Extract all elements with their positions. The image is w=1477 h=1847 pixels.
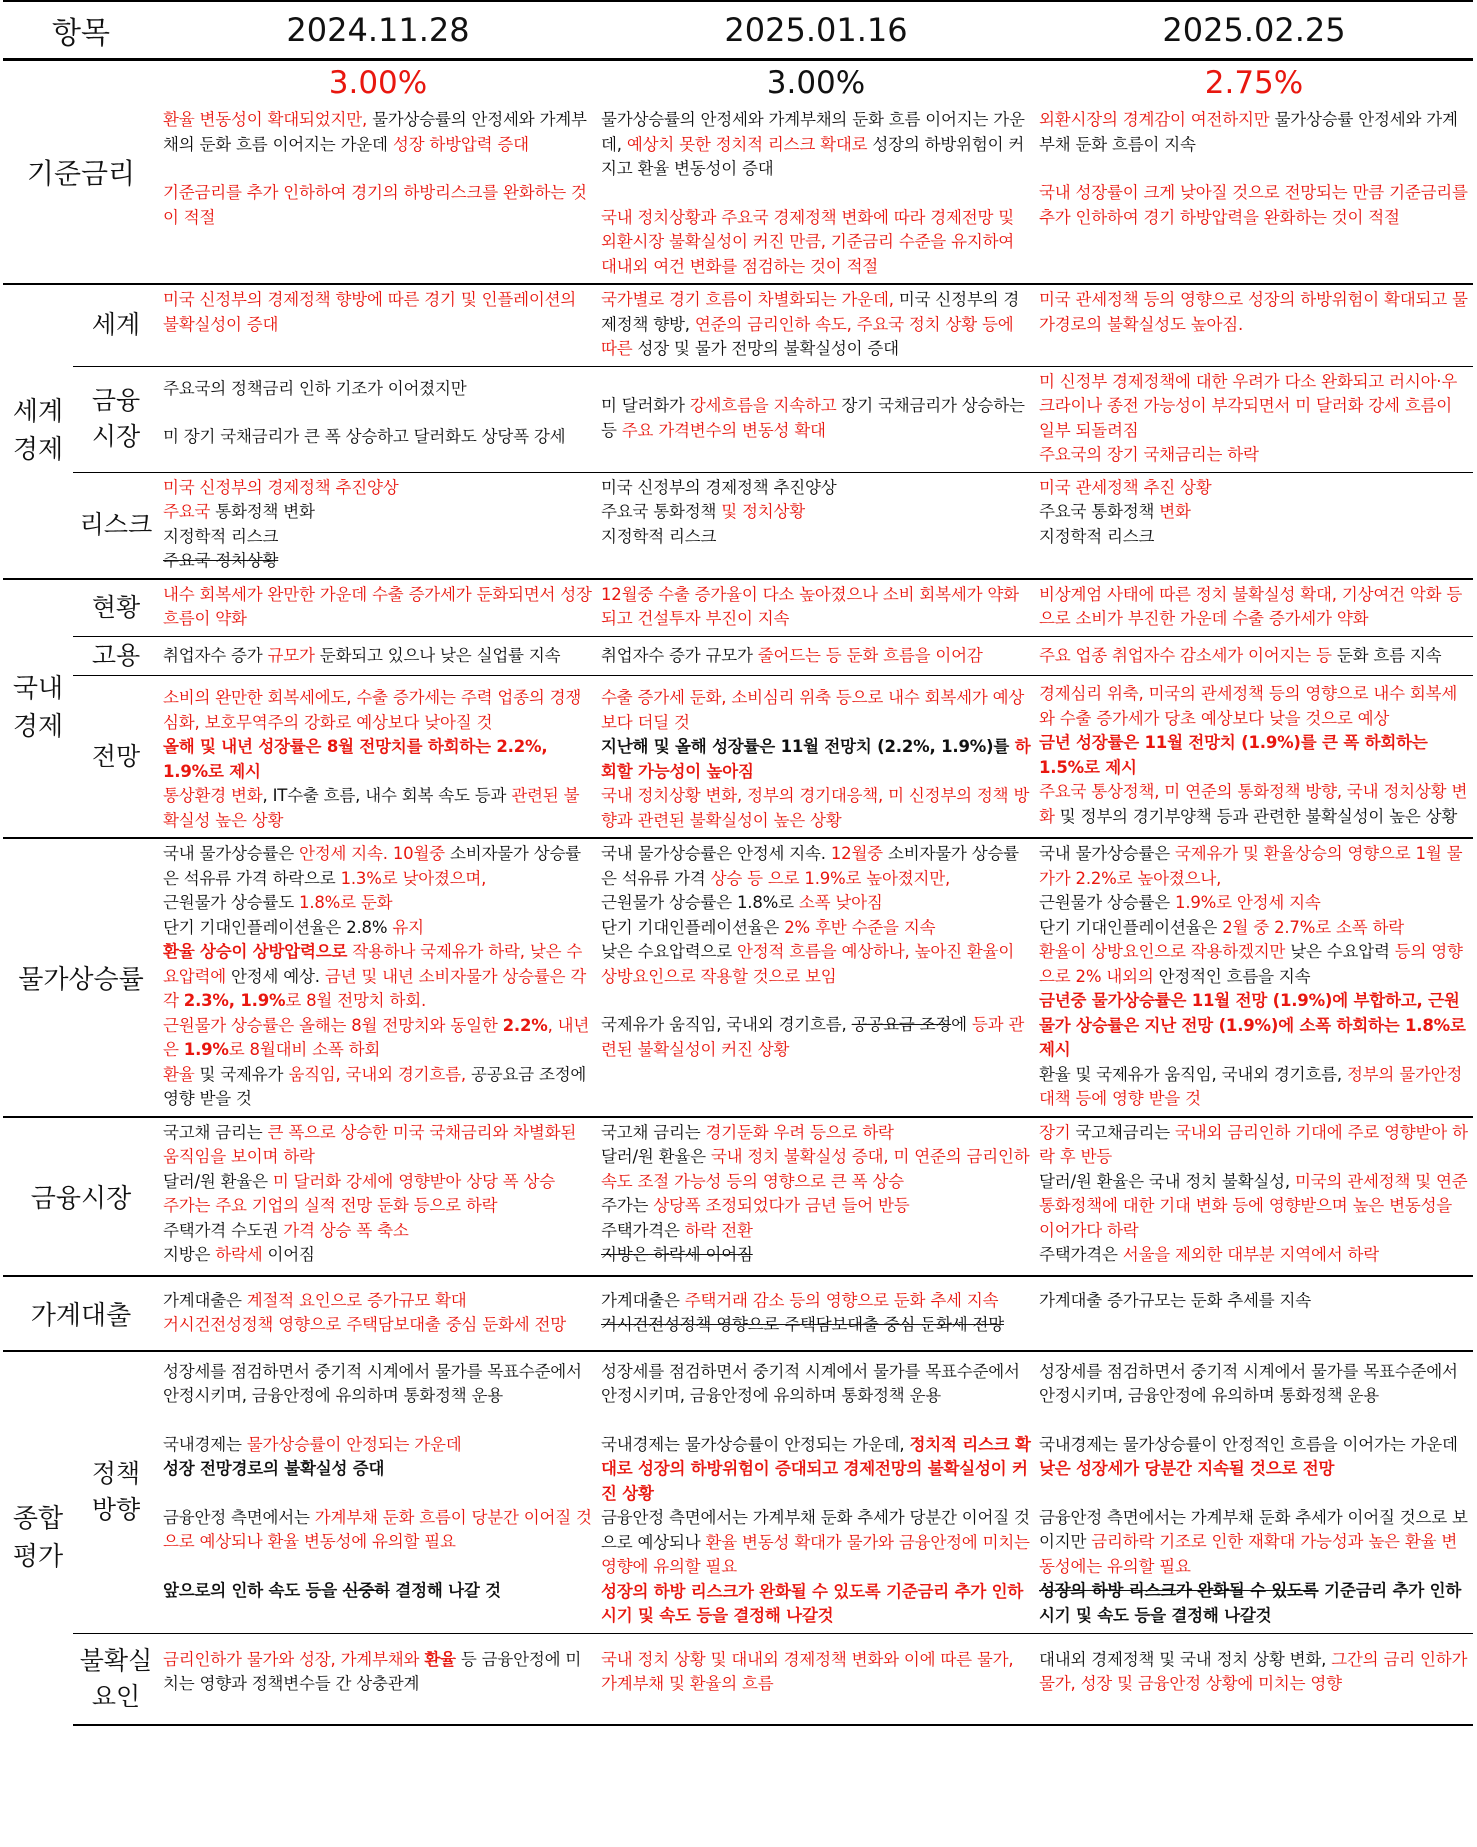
cell-paragraph: 지방은 하락세 이어짐 [163, 1245, 315, 1264]
overall-row-uncertainty [3, 1633, 1473, 1725]
cell-paragraph: 올해 및 내년 성장률은 8월 전망치를 하회하는 2.2%, 1.9%로 제시 [163, 737, 548, 781]
cell-paragraph: 주요국 통화정책 및 정치상황 [601, 502, 806, 521]
cell-paragraph: 금년중 물가상승률은 11월 전망 (1.9%)에 부합하고, 근원물가 상승률은 지난 전망 (1.9%)에 소폭 하회하는 1.8%로 제시 [1039, 991, 1466, 1059]
cell-paragraph: 물가상승률의 안정세와 가계부채의 둔화 흐름 이어지는 가운데, 예상치 못한 정치적 리스크 확대로 성장의 하방위험이 커지고 환율 변동성이 증대 [601, 110, 1025, 178]
cell-paragraph: 환율 및 국제유가 움직임, 국내외 경기흐름, 정부의 물가안정 대책 등에 영향 받을 것 [1039, 1064, 1463, 1108]
cell-paragraph: 성장의 하방 리스크가 완화될 수 있도록 기준금리 추가 인하시기 및 속도 등을 결정해 나갈것 [601, 1581, 1024, 1625]
cell-paragraph: 12월중 수출 증가율이 다소 높아졌으나 소비 회복세가 약화되고 건설투자 부진이 지속 [601, 584, 1019, 628]
household-cell-2 [597, 1276, 1035, 1351]
domestic-row-outlook [3, 676, 1473, 839]
world-row-global [3, 284, 1473, 366]
cell-paragraph: 가계대출 증가규모는 둔화 추세를 지속 [1039, 1290, 1312, 1310]
domestic-outlook-cell-1 [159, 676, 597, 839]
header-date-3: 2025.02.25 [1035, 1, 1473, 60]
cell-paragraph: 근원물가 상승률은 1.9%로 안정세 지속 [1039, 893, 1321, 912]
inflation-row [3, 838, 1473, 1117]
inflation-label: 물가상승률 [3, 838, 159, 1117]
policy-comparison-table [3, 0, 1473, 1726]
cell-paragraph: 국제유가 움직임, 국내외 경기흐름, 공공요금 조정에 등과 관련된 불확실성이 커진 상황 [601, 1015, 1025, 1059]
base-rate-text-row [3, 105, 1473, 284]
cell-paragraph: 환율 변동성이 확대되었지만, 물가상승률의 안정세와 가계부채의 둔화 흐름 이어지는 가운데 성장 하방압력 증대 [163, 110, 587, 154]
cell-paragraph: 주가는 주요 기업의 실적 전망 둔화 등으로 하락 [163, 1196, 498, 1215]
cell-paragraph: 국내 물가상승률은 안정세 지속. 10월중 소비자물가 상승률은 석유류 가격 하락으로 1.3%로 낮아졌으며, [163, 844, 581, 888]
overall-sub-policy: 정책 방향 [73, 1351, 159, 1634]
cell-paragraph: 성장세를 점검하면서 중기적 시계에서 물가를 목표수준에서 안정시키며, 금융안정에 유의하며 통화정책 운용 [163, 1361, 582, 1405]
domestic-outlook-cell-3 [1035, 676, 1473, 839]
world-finance-cell-2 [597, 366, 1035, 472]
overall-uncertainty-cell-2 [597, 1633, 1035, 1725]
cell-paragraph: 성장의 하방 리스크가 완화될 수 있도록 기준금리 추가 인하시기 및 속도 등을 결정해 나갈것 [1039, 1581, 1462, 1625]
cell-paragraph: 주요국의 정책금리 인하 기조가 이어졌지만 [163, 378, 467, 398]
overall-policy-cell-3 [1035, 1351, 1473, 1634]
cell-paragraph: 미 달러화가 강세흐름을 지속하고 장기 국채금리가 상승하는 등 주요 가격변수의 변동성 확대 [601, 396, 1025, 440]
cell-paragraph: 환율 상승이 상방압력으로 작용하나 국제유가 하락, 낮은 수요압력에 안정세 예상. 금년 및 내년 소비자물가 상승률은 각각 2.3%, 1.9%로 8월 전망치 하회. [163, 942, 587, 1010]
world-global-cell-2 [597, 284, 1035, 366]
domestic-status-cell-3 [1035, 579, 1473, 637]
cell-paragraph: 국내 정치상황과 주요국 경제정책 변화에 따라 경제전망 및 외환시장 불확실성이 커진 만큼, 기준금리 수준을 유지하여 대내외 여건 변화를 점검하는 것이 적절 [601, 207, 1015, 276]
cell-paragraph: 취업자수 증가 규모가 둔화되고 있으나 낮은 실업률 지속 [163, 645, 561, 665]
cell-paragraph: 달러/원 환율은 미 달러화 강세에 영향받아 상당 폭 상승 [163, 1171, 555, 1191]
cell-paragraph: 금융안정 측면에서는 가계부채 둔화 추세가 이어질 것으로 보이지만 금리하락 기조로 인한 재확대 가능성과 높은 환율 변동성에는 유의할 필요 [1039, 1507, 1468, 1576]
household-cell-1 [159, 1276, 597, 1351]
base-rate-label: 기준금리 [3, 60, 159, 285]
cell-paragraph: 금융안정 측면에서는 가계부채 둔화 흐름이 당분간 이어질 것으로 예상되나 환율 변동성에 유의할 필요 [163, 1507, 592, 1551]
cell-paragraph: 지정학적 리스크 [1039, 526, 1155, 546]
base-rate-value-3: 2.75% [1035, 60, 1473, 106]
world-risk-cell-2 [597, 472, 1035, 579]
base-rate-cell-2 [597, 105, 1035, 284]
cell-paragraph: 국내경제는 물가상승률이 안정되는 가운데, 정치적 리스크 확대로 성장의 하방위험이 증대되고 경제전망의 불확실성이 커진 상황 [601, 1434, 1031, 1503]
cell-paragraph: 국내 물가상승률은 안정세 지속. 12월중 소비자물가 상승률은 석유류 가격 상승 등 으로 1.9%로 높아졌지만, [601, 844, 1019, 888]
cell-paragraph: 국내 정치상황 변화, 정부의 경기대응책, 미 신정부의 정책 방향과 관련된 불확실성이 높은 상황 [601, 786, 1030, 830]
header-row [3, 1, 1473, 60]
cell-paragraph: 주택가격은 하락 전환 [601, 1220, 753, 1240]
domestic-economy-label: 국내 경제 [3, 579, 73, 839]
cell-paragraph: 미 장기 국채금리가 큰 폭 상승하고 달러화도 상당폭 강세 [163, 427, 566, 446]
cell-paragraph: 대내외 경제정책 및 국내 정치 상황 변화, 그간의 금리 인하가 물가, 성장 및 금융안정 상황에 미치는 영향 [1039, 1649, 1468, 1693]
household-row [3, 1276, 1473, 1351]
overall-sub-uncertainty: 불확실 요인 [73, 1633, 159, 1725]
cell-paragraph: 지정학적 리스크 [601, 526, 717, 546]
cell-paragraph: 지정학적 리스크 [163, 526, 279, 546]
cell-paragraph: 주요 업종 취업자수 감소세가 이어지는 등 둔화 흐름 지속 [1039, 645, 1442, 665]
cell-paragraph: 환율 및 국제유가 움직임, 국내외 경기흐름, 공공요금 조정에 영향 받을 것 [163, 1064, 587, 1108]
cell-paragraph: 지방은 하락세 이어짐 [601, 1245, 753, 1264]
domestic-row-status [3, 579, 1473, 637]
world-risk-cell-1 [159, 472, 597, 579]
cell-paragraph: 거시건전성정책 영향으로 주택담보대출 중심 둔화세 전망 [163, 1315, 566, 1334]
overall-policy-cell-1 [159, 1351, 597, 1634]
cell-paragraph: 통상환경 변화, IT수출 흐름, 내수 회복 속도 등과 관련된 불확실성 높은 상황 [163, 786, 580, 830]
cell-paragraph: 가계대출은 주택거래 감소 등의 영향으로 둔화 추세 지속 [601, 1290, 999, 1310]
cell-paragraph: 국내 성장률이 크게 낮아질 것으로 전망되는 만큼 기준금리를 추가 인하하여 경기 하방압력을 완화하는 것이 적절 [1039, 183, 1468, 227]
finmarket-cell-2 [597, 1117, 1035, 1276]
inflation-cell-3 [1035, 838, 1473, 1117]
cell-paragraph: 내수 회복세가 완만한 가운데 수출 증가세가 둔화되면서 성장 흐름이 약화 [163, 584, 592, 628]
header-item: 항목 [3, 1, 159, 60]
cell-paragraph: 국내 정치 상황 및 대내외 경제정책 변화와 이에 따른 물가, 가계부채 및 환율의 흐름 [601, 1649, 1014, 1693]
cell-paragraph: 앞으로의 인하 속도 등을 신중히 결정해 나갈 것 [163, 1580, 501, 1600]
world-risk-cell-3 [1035, 472, 1473, 579]
cell-paragraph: 근원물가 상승률도 1.8%로 둔화 [163, 893, 393, 912]
finmarket-cell-1 [159, 1117, 597, 1276]
domestic-sub-outlook: 전망 [73, 676, 159, 839]
cell-paragraph: 지난해 및 올해 성장률은 11월 전망치 (2.2%, 1.9%)를 하회할 가능성이 높아짐 [601, 737, 1031, 781]
header-date-1: 2024.11.28 [159, 1, 597, 60]
overall-policy-cell-2 [597, 1351, 1035, 1634]
cell-paragraph: 외환시장의 경계감이 여전하지만 물가상승률 안정세와 가계부채 둔화 흐름이 지속 [1039, 110, 1458, 154]
cell-paragraph: 성장세를 점검하면서 중기적 시계에서 물가를 목표수준에서 안정시키며, 금융안정에 유의하며 통화정책 운용 [1039, 1361, 1458, 1405]
household-cell-3 [1035, 1276, 1473, 1351]
base-rate-value-row [3, 60, 1473, 106]
cell-paragraph: 단기 기대인플레이션율은 2.8% 유지 [163, 917, 424, 937]
overall-uncertainty-cell-3 [1035, 1633, 1473, 1725]
cell-paragraph: 주택가격 수도권 가격 상승 폭 축소 [163, 1220, 409, 1240]
cell-paragraph: 주요국 통화정책 변화 [163, 502, 315, 521]
world-row-finance [3, 366, 1473, 472]
domestic-status-cell-2 [597, 579, 1035, 637]
world-global-cell-3 [1035, 284, 1473, 366]
cell-paragraph: 주요국 정치상황 [163, 551, 279, 570]
cell-paragraph: 미국 신정부의 경제정책 추진양상 [601, 477, 837, 497]
cell-paragraph: 소비의 완만한 회복세에도, 수출 증가세는 주력 업종의 경쟁 심화, 보호무역주의 강화로 예상보다 낮아질 것 [163, 688, 582, 732]
cell-paragraph: 국가별로 경기 흐름이 차별화되는 가운데, 미국 신정부의 경제정책 향방, 연준의 금리인하 속도, 주요국 정치 상황 등에 따른 성장 및 물가 전망의 불확실성이 증대 [601, 290, 1020, 358]
base-rate-value-2: 3.00% [597, 60, 1035, 106]
overall-uncertainty-cell-1 [159, 1633, 597, 1725]
cell-paragraph: 금년 성장률은 11월 전망치 (1.9%)를 큰 폭 하회하는 1.5%로 제시 [1039, 733, 1428, 777]
domestic-sub-employment: 고용 [73, 636, 159, 676]
cell-paragraph: 수출 증가세 둔화, 소비심리 위축 등으로 내수 회복세가 예상보다 더딜 것 [601, 688, 1025, 732]
cell-paragraph: 주요국 통상정책, 미 연준의 통화정책 방향, 국내 정치상황 변화 및 정부의 경기부양책 등과 관련한 불확실성이 높은 상황 [1039, 782, 1468, 826]
cell-paragraph: 가계대출은 계절적 요인으로 증가규모 확대 [163, 1290, 467, 1310]
world-finance-cell-1 [159, 366, 597, 472]
world-economy-label: 세계 경제 [3, 284, 73, 579]
cell-paragraph: 비상계엄 사태에 따른 정치 불확실성 확대, 기상여건 악화 등으로 소비가 부진한 가운데 수출 증가세가 약화 [1039, 584, 1463, 628]
cell-paragraph: 단기 기대인플레이션율은 2월 중 2.7%로 소폭 하락 [1039, 917, 1404, 937]
cell-paragraph: 국내 물가상승률은 국제유가 및 환율상승의 영향으로 1월 물가가 2.2%로 높아졌으나, [1039, 844, 1463, 888]
cell-paragraph: 미국 관세정책 추진 상황 [1039, 477, 1212, 497]
cell-paragraph: 미국 신정부의 경제정책 향방에 따른 경기 및 인플레이션의 불확실성이 증대 [163, 290, 577, 334]
world-sub-finance: 금융 시장 [73, 366, 159, 472]
domestic-row-employment [3, 636, 1473, 676]
inflation-cell-2 [597, 838, 1035, 1117]
cell-paragraph: 취업자수 증가 규모가 줄어드는 등 둔화 흐름을 이어감 [601, 645, 983, 665]
cell-paragraph: 국고채 금리는 경기둔화 우려 등으로 하락 [601, 1122, 894, 1142]
cell-paragraph: 단기 기대인플레이션율은 2% 후반 수준을 지속 [601, 917, 936, 937]
cell-paragraph: 성장세를 점검하면서 중기적 시계에서 물가를 목표수준에서 안정시키며, 금융안정에 유의하며 통화정책 운용 [601, 1361, 1020, 1405]
cell-paragraph: 주요국 통화정책 변화 [1039, 502, 1191, 521]
cell-paragraph: 국내경제는 물가상승률이 안정되는 가운데 [163, 1434, 462, 1454]
inflation-cell-1 [159, 838, 597, 1117]
domestic-employment-cell-1 [159, 636, 597, 676]
base-rate-cell-1 [159, 105, 597, 284]
domestic-status-cell-1 [159, 579, 597, 637]
cell-paragraph: 근원물가 상승률은 1.8%로 소폭 낮아짐 [601, 893, 883, 912]
world-sub-global: 세계 [73, 284, 159, 366]
cell-paragraph: 미 신정부 경제정책에 대한 우려가 다소 완화되고 러시아·우크라이나 종전 가능성이 부각되면서 미 달러화 강세 흐름이 일부 되돌려짐 [1039, 371, 1458, 440]
cell-paragraph: 미국 신정부의 경제정책 추진양상 [163, 477, 399, 497]
world-sub-risk: 리스크 [73, 472, 159, 579]
finmarket-row [3, 1117, 1473, 1276]
cell-paragraph: 장기 국고채금리는 국내외 금리인하 기대에 주로 영향받아 하락 후 반등 [1039, 1122, 1468, 1166]
world-global-cell-1 [159, 284, 597, 366]
cell-paragraph: 국내경제는 물가상승률이 안정적인 흐름을 이어가는 가운데 낮은 성장세가 당분간 지속될 것으로 전망 [1039, 1434, 1458, 1478]
cell-paragraph: 달러/원 환율은 국내 정치 불확실성 증대, 미 연준의 금리인하 속도 조절 가능성 등의 영향으로 큰 폭 상승 [601, 1147, 1030, 1191]
world-finance-cell-3 [1035, 366, 1473, 472]
cell-paragraph: 거시건전성정책 영향으로 주택담보대출 중심 둔화세 전망 [601, 1315, 1004, 1334]
cell-paragraph: 미국 관세정책 등의 영향으로 성장의 하방위험이 확대되고 물가경로의 불확실성도 높아짐. [1039, 290, 1468, 334]
overall-label: 종합 평가 [3, 1351, 73, 1725]
header-date-2: 2025.01.16 [597, 1, 1035, 60]
finmarket-cell-3 [1035, 1117, 1473, 1276]
cell-paragraph: 환율이 상방요인으로 작용하겠지만 낮은 수요압력 등의 영향으로 2% 내외의 안정적인 흐름을 지속 [1039, 942, 1463, 986]
cell-paragraph: 근원물가 상승률은 올해는 8월 전망치와 동일한 2.2%, 내년은 1.9%로 8월대비 소폭 하회 [163, 1015, 590, 1059]
cell-paragraph: 주택가격은 서울을 제외한 대부분 지역에서 하락 [1039, 1245, 1380, 1264]
cell-paragraph: 금융안정 측면에서는 가계부채 둔화 추세가 당분간 이어질 것으로 예상되나 환율 변동성 확대가 물가와 금융안정에 미치는 영향에 유의할 필요 [601, 1508, 1030, 1576]
cell-paragraph: 주요국의 장기 국채금리는 하락 [1039, 445, 1259, 464]
cell-paragraph: 경제심리 위축, 미국의 관세정책 등의 영향으로 내수 회복세와 수출 증가세가 당초 예상보다 낮을 것으로 예상 [1039, 684, 1458, 728]
cell-paragraph: 달러/원 환율은 국내 정치 불확실성, 미국의 관세정책 및 연준 통화정책에 대한 기대 변화 등에 영향받으며 높은 변동성을 이어가다 하락 [1039, 1171, 1468, 1240]
cell-paragraph: 국고채 금리는 큰 폭으로 상승한 미국 국채금리와 차별화된 움직임을 보이며 하락 [163, 1122, 577, 1166]
cell-paragraph: 낮은 수요압력으로 안정적 흐름을 예상하나, 높아진 환율이 상방요인으로 작용할 것으로 보임 [601, 942, 1015, 986]
cell-paragraph: 성장 전망경로의 불확실성 증대 [163, 1459, 385, 1478]
cell-paragraph: 주가는 상당폭 조정되었다가 금년 들어 반등 [601, 1196, 910, 1215]
domestic-employment-cell-3 [1035, 636, 1473, 676]
cell-paragraph: 기준금리를 추가 인하하여 경기의 하방리스크를 완화하는 것이 적절 [163, 183, 587, 227]
base-rate-cell-3 [1035, 105, 1473, 284]
cell-paragraph: 금리인하가 물가와 성장, 가계부채와 환율 등 금융안정에 미치는 영향과 정책변수들 간 상충관계 [163, 1649, 582, 1693]
household-label: 가계대출 [3, 1276, 159, 1351]
domestic-employment-cell-2 [597, 636, 1035, 676]
world-row-risk [3, 472, 1473, 579]
domestic-outlook-cell-2 [597, 676, 1035, 839]
base-rate-value-1: 3.00% [159, 60, 597, 106]
overall-row-policy [3, 1351, 1473, 1634]
finmarket-label: 금융시장 [3, 1117, 159, 1276]
domestic-sub-status: 현황 [73, 579, 159, 637]
